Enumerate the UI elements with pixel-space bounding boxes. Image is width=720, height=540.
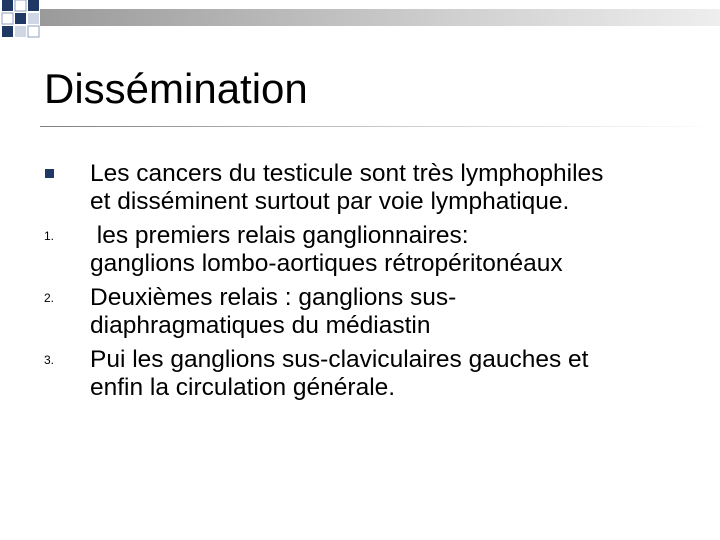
list-item-line: les premiers relais ganglionnaires:	[90, 222, 469, 249]
list-item-text	[90, 284, 700, 340]
header-decoration	[0, 0, 720, 60]
list-item-line: diaphragmatiques du médiastin	[90, 312, 431, 339]
square-bullet-icon	[44, 160, 84, 188]
list-item-line: ganglions lombo-aortiques rétropéritonéaux	[90, 250, 563, 277]
list-number: 2.	[44, 291, 55, 305]
header-gradient-bar	[40, 9, 720, 26]
list-number: 1.	[44, 229, 55, 243]
checker-squares	[2, 0, 39, 37]
list-item-line: et disséminent surtout par voie lymphatique.	[90, 188, 570, 215]
title-underline	[40, 126, 720, 127]
list-item-line: Les cancers du testicule sont très lymphophiles	[90, 160, 604, 187]
list-item-text	[90, 222, 700, 278]
slide-title: Dissémination	[44, 65, 308, 112]
list-item-line: Pui les ganglions sus-claviculaires gauches et	[90, 346, 589, 373]
list-item-line: Deuxièmes relais : ganglions sus-	[90, 284, 457, 311]
list-number: 3.	[44, 353, 55, 367]
list-item-text	[90, 160, 700, 216]
list-item-text	[90, 346, 700, 402]
list-item-line: enfin la circulation générale.	[90, 374, 396, 401]
